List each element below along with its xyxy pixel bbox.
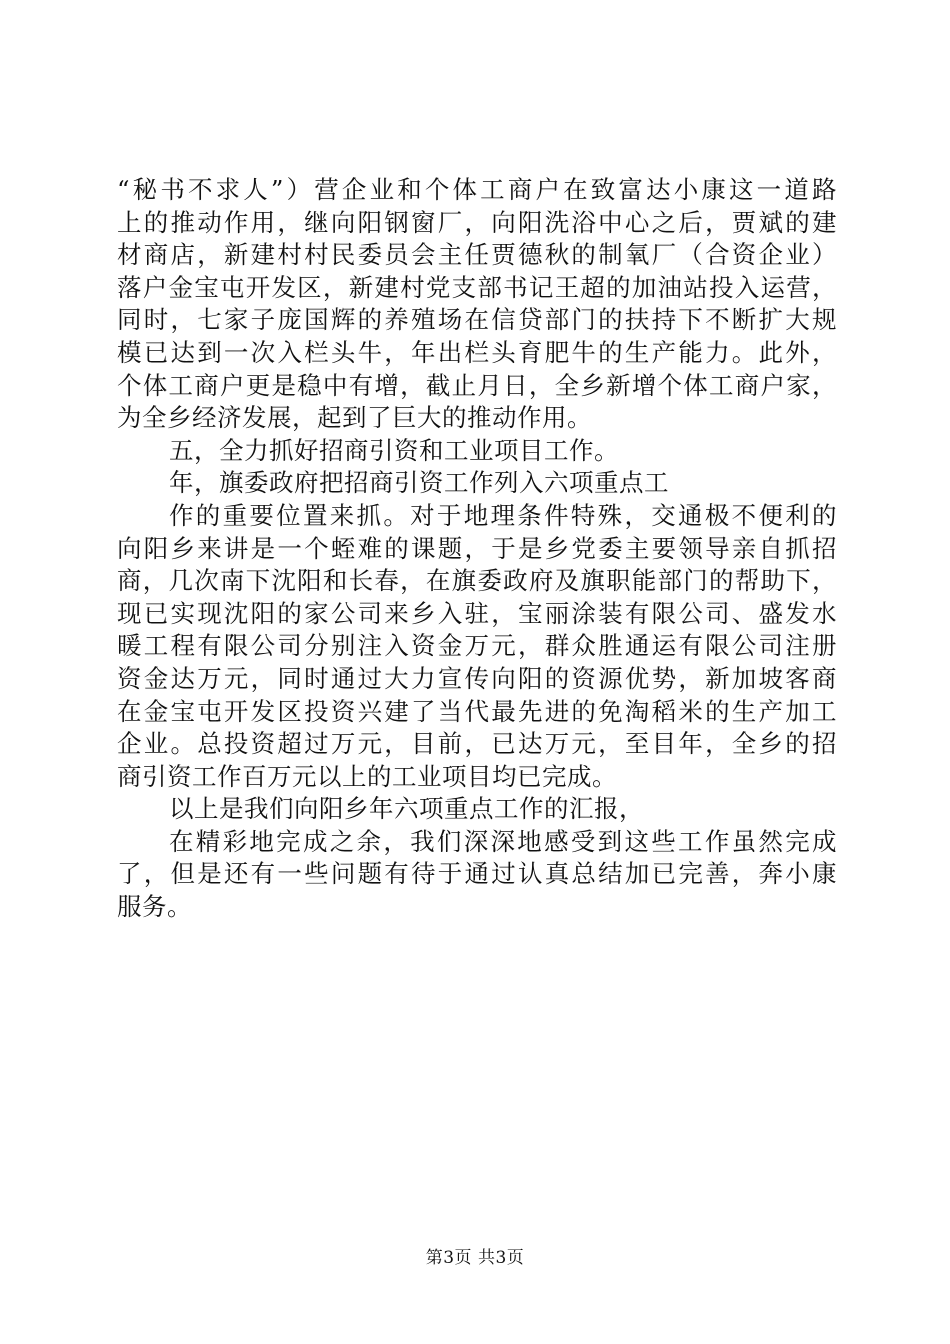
text-line: 模已达到一次入栏头牛，年出栏头育肥牛的生产能力。此外， [117,337,837,367]
text-line: 落户金宝屯开发区，新建村党支部书记王超的加油站投入运营， [117,272,837,302]
text-line: 服务。 [117,892,192,922]
text-line: 材商店，新建村村民委员会主任贾德秋的制氧厂（合资企业） [117,240,837,270]
text-line: 资金达万元，同时通过大力宣传向阳的资源优势，新加坡客商 [117,663,837,693]
text-line: 暖工程有限公司分别注入资金万元，群众胜通运有限公司注册 [117,631,837,661]
text-line: 现已实现沈阳的家公司来乡入驻，宝丽涂装有限公司、盛发水 [117,598,837,628]
text-line: 在金宝屯开发区投资兴建了当代最先进的免淘稻米的生产加工 [117,696,837,726]
text-line: 商，几次南下沈阳和长春，在旗委政府及旗职能部门的帮助下， [117,566,837,596]
text-line: 为全乡经济发展，起到了巨大的推动作用。 [117,403,592,433]
text-line: 向阳乡来讲是一个蛭难的课题，于是乡党委主要领导亲自抓招 [117,533,837,563]
text-line: 同时，七家子庞国辉的养殖场在信贷部门的扶持下不断扩大规 [117,305,837,335]
text-line: 企业。总投资超过万元，目前，已达万元，至目年，全乡的招 [117,729,837,759]
text-line: 在精彩地完成之余，我们深深地感受到这些工作虽然完成 [169,826,837,856]
text-line: “秘书不求人”）营企业和个体工商户在致富达小康这一道路 [117,175,837,204]
text-line: 商引资工作百万元以上的工业项目均已完成。 [117,761,617,791]
text-line: 作的重要位置来抓。对于地理条件特殊，交通极不便利的 [169,500,837,530]
text-line: 年，旗委政府把招商引资工作列入六项重点工 [169,468,669,498]
page-indicator: 第3页 共3页 [425,1248,525,1268]
text-line: 以上是我们向阳乡年六项重点工作的汇报， [169,794,644,824]
section-heading: 五，全力抓好招商引资和工业项目工作。 [169,435,619,465]
text-line: 了，但是还有一些问题有待于通过认真总结加已完善，奔小康 [117,859,837,889]
text-line: 上的推动作用，继向阳钢窗厂，向阳洗浴中心之后，贾斌的建 [117,207,837,237]
document-body [117,174,837,924]
text-line: 个体工商户更是稳中有增，截止月日，全乡新增个体工商户家， [117,370,837,400]
